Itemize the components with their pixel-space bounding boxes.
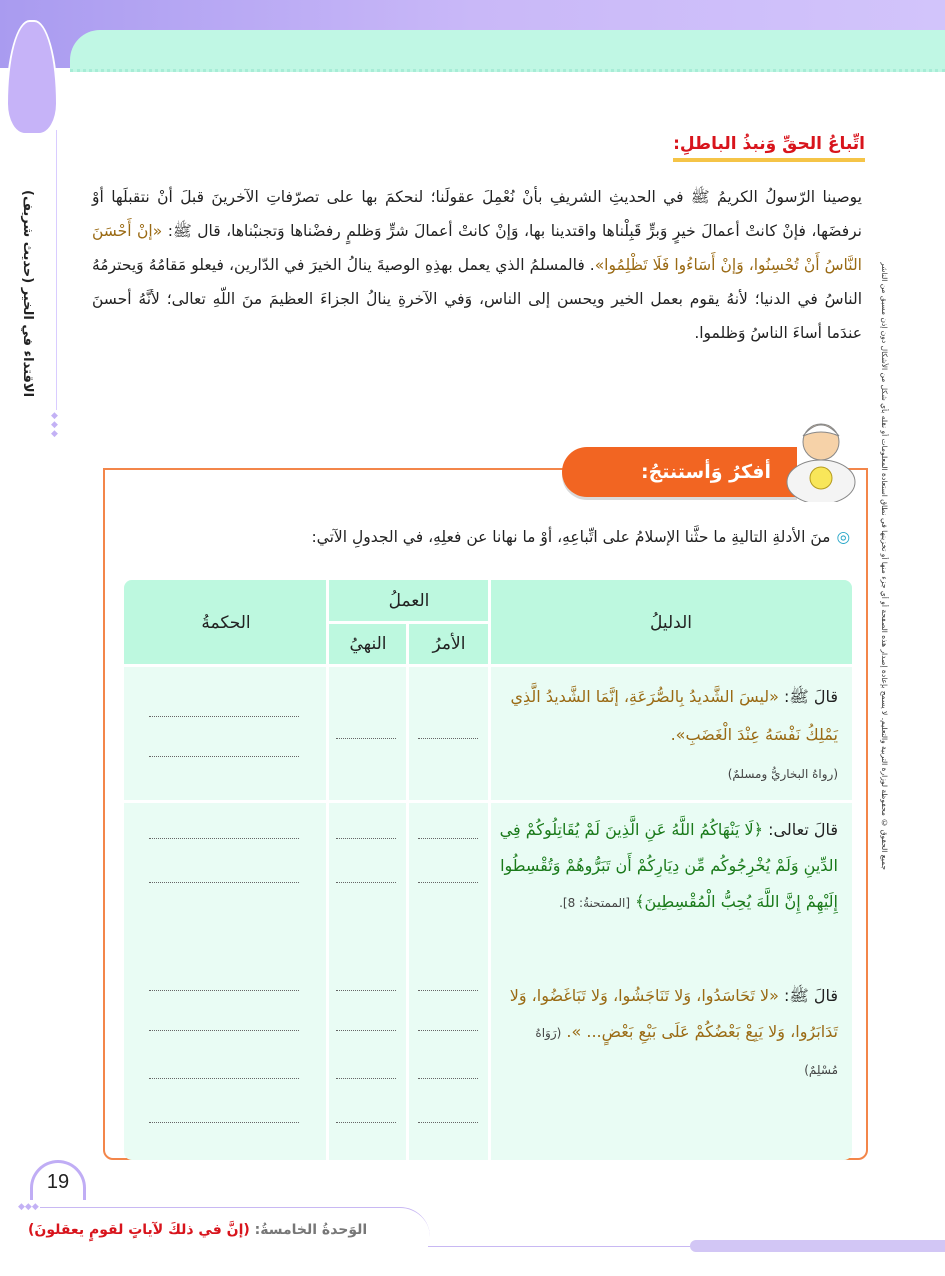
header-prohibition: النهيُ (328, 622, 408, 665)
hadith-quote: «إنْ أَحْسَنَ النَّاسُ أَنْ تُحْسِنُوا، وَإنْ أَسَاءُوا فَلَا تَظْلِمُوا» (92, 222, 862, 274)
evidence-text: «ليسَ الشَّديدُ بِالصُّرَعَةِ، إنَّمَا الشَّديدُ الَّذِي يَمْلِكُ نَفْسَهُ عِنْدَ الْغَضَبِ». (510, 687, 838, 744)
header-evidence: الدليلُ (490, 580, 852, 665)
evidence-source: [الممتحنةُ: 8]. (559, 896, 631, 910)
answer-line-prohibition[interactable] (336, 990, 396, 991)
thinking-child-icon (782, 412, 860, 502)
answer-line-command[interactable] (418, 738, 478, 739)
decorative-dots-icon: ◆ ◆ ◆ (51, 411, 58, 439)
decorative-dots-icon: ◆◆◆ (18, 1202, 39, 1212)
answer-line-command[interactable] (418, 990, 478, 991)
table-row-evidence (498, 978, 838, 1088)
answer-line-prohibition[interactable] (336, 1122, 396, 1123)
answer-line-prohibition[interactable] (336, 1030, 396, 1031)
answer-line-command[interactable] (418, 838, 478, 839)
side-divider (56, 130, 57, 410)
answer-line-wisdom[interactable] (149, 990, 299, 991)
copyright-notice: جميع الحقوق © محفوظة لوزارة التربية والتعليم. لا يسمح بإعادة إصدار هذه الصفحة أو أي جزء منها أو تخزينها في نطاق استعادة المعلومات أو نقله بأي شكل من الأشكال دون إذن مسبق من الناشر (880, 262, 889, 871)
bullet-target-icon: ◎ (836, 528, 850, 546)
evidence-source: (رواهُ البخاريُّ ومسلمٌ) (727, 767, 838, 781)
answer-line-wisdom[interactable] (149, 1030, 299, 1031)
header-mint-band (70, 30, 945, 72)
answer-line-wisdom[interactable] (149, 756, 299, 757)
activity-instruction (311, 528, 850, 546)
paragraph-part-1: يوصينا الرّسولُ الكريمُ ﷺ في الحديثِ الشريفِ بأنْ نُعْمِلَ عقولَنا؛ لنحكمَ بها على تصرّفاتِ الآخرينَ قبلَ أنْ نتقبلَها أوْ نرفضَها، فإنْ كانتْ أعمالَ خيرٍ وَبرٍّ قَبِلْناها واقتدينا بها، وَإنْ كانتْ أعمالَ شرٍّ وَظلمٍ رفضْناها وَتجنبْناها، قال ﷺ: (92, 188, 862, 240)
table-row-evidence (498, 678, 838, 793)
header-wisdom: الحكمةُ (124, 580, 328, 665)
activity-banner (562, 447, 797, 497)
answer-line-command[interactable] (418, 1030, 478, 1031)
footer-unit-title (28, 1222, 367, 1238)
evidence-source: (رَوَاهُ مُسْلِمٌ) (535, 1026, 838, 1077)
evidence-intro: قالَ ﷺ: (778, 687, 838, 706)
evidence-intro: قالَ تعالى: (763, 820, 838, 839)
answer-line-wisdom[interactable] (149, 716, 299, 717)
instruction-text: منَ الأدلةِ التاليةِ ما حثَّنا الإسلامُ على اتِّباعِهِ، أوْ ما نهانا عن فعلِهِ، في الجدولِ الآتي: (311, 528, 831, 546)
answer-line-prohibition[interactable] (336, 882, 396, 883)
header-action: العملُ (328, 580, 490, 622)
answer-line-wisdom[interactable] (149, 838, 299, 839)
activity-banner-label: أفكرُ وَأستنتجُ: (640, 461, 771, 483)
table-row-evidence (498, 812, 838, 921)
answer-line-wisdom[interactable] (149, 882, 299, 883)
answer-line-prohibition[interactable] (336, 1078, 396, 1079)
evidence-table (124, 580, 852, 1160)
answer-line-wisdom[interactable] (149, 1078, 299, 1079)
answer-line-command[interactable] (418, 1078, 478, 1079)
answer-line-command[interactable] (418, 1122, 478, 1123)
evidence-intro: قالَ ﷺ: (778, 986, 838, 1005)
body-paragraph (92, 180, 862, 350)
header-command: الأمرُ (408, 622, 490, 665)
answer-line-prohibition[interactable] (336, 738, 396, 739)
footer-divider (40, 1207, 370, 1208)
footer-curve (370, 1207, 430, 1247)
answer-line-command[interactable] (418, 882, 478, 883)
unit-theme: (إنَّ في ذلكَ لآياتٍ لقومٍ يعقلونَ) (28, 1222, 250, 1238)
answer-line-prohibition[interactable] (336, 838, 396, 839)
page-number: 19 (30, 1160, 86, 1200)
lesson-title-vertical: الاقتداء في الخير (حديث شريف) (20, 190, 35, 398)
answer-line-wisdom[interactable] (149, 1122, 299, 1123)
evidence-text: «لا تَحَاسَدُوا، وَلا تَنَاجَشُوا، وَلا تَبَاغَضُوا، وَلا تَدَابَرُوا، وَلا يَبِعْ بَعْضُكُمْ عَلَى بَيْعِ بَعْضٍ... ». (509, 986, 838, 1041)
paragraph-part-2: . فالمسلمُ الذي يعمل بهذِهِ الوصيةَ ينالُ الخيرَ في الدّارين، فيعلو مَقامُهُ وَيحترمُهُ الناسُ في الدنيا؛ لأنهُ يقوم بعمل الخير ويحسن إلى الناس، وَفي الآخرةِ ينالُ الجزاءَ العظيمَ منَ اللّهِ تعالى؛ لأنَّهُ أحسنَ عندَما أساءَ الناسُ وَظلموا. (92, 256, 862, 342)
section-title: اتِّباعُ الحقِّ وَنبذُ الباطلِ: (673, 134, 865, 162)
evidence-text: ﴿لَا يَنْهَاكُمُ اللَّهُ عَنِ الَّذِينَ لَمْ يُقَاتِلُوكُمْ فِي الدِّينِ وَلَمْ يُخْرِجُوكُم مِّن دِيَارِكُمْ أَن تَبَرُّوهُمْ وَتُقْسِطُوا إِلَيْهِمْ إِنَّ اللَّهَ يُحِبُّ الْمُقْسِطِينَ﴾ (499, 820, 838, 911)
footer-bar (690, 1240, 945, 1252)
unit-label: الوَحدةُ الخامسةُ: (254, 1222, 368, 1238)
